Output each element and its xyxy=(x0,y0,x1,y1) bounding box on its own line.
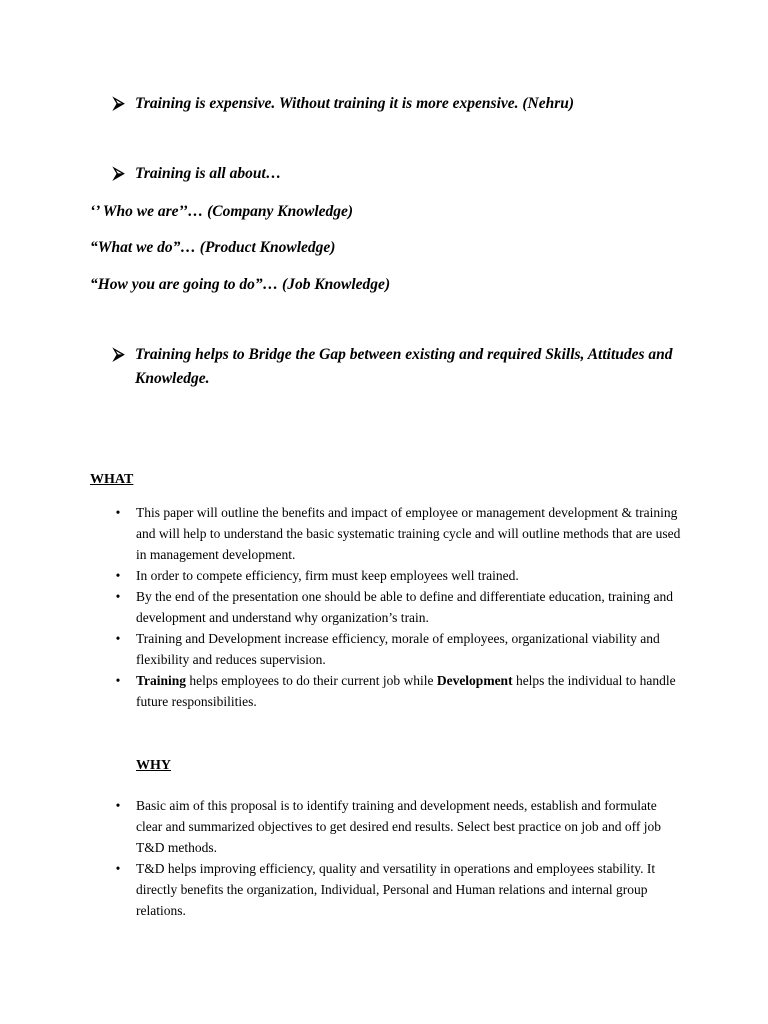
arrow-bullet-icon: ⮚ xyxy=(113,346,125,363)
bullet-icon: • xyxy=(115,568,121,583)
statement-text: Training is all about… xyxy=(135,165,282,182)
bullet-icon: • xyxy=(115,798,121,813)
list-item-text: This paper will outline the benefits and impact of employee or management development & training and will help to understand the basic systematic training cycle and will outline methods that are used in management development. xyxy=(136,505,681,562)
list-item-text-part: helps the individual to handle future responsibilities. xyxy=(136,673,676,709)
why-bullet-list xyxy=(113,795,683,921)
arrow-bullet-icon: ⮚ xyxy=(113,165,125,182)
bullet-icon: • xyxy=(115,631,121,646)
list-item xyxy=(113,565,683,586)
statement-training-about xyxy=(113,162,673,186)
quote-job-knowledge: “How you are going to do”… (Job Knowledge) xyxy=(90,276,391,293)
bullet-icon: • xyxy=(115,673,121,688)
bullet-icon: • xyxy=(115,861,121,876)
list-item xyxy=(113,502,683,565)
section-heading-what: WHAT xyxy=(90,472,134,487)
bold-term-training: Training xyxy=(136,673,187,688)
list-item xyxy=(113,670,683,712)
bullet-icon: • xyxy=(115,589,121,604)
list-item-text: Training and Development increase efficiency, morale of employees, organizational viability and flexibility and reduces supervision. xyxy=(136,631,660,667)
arrow-bullet-icon: ⮚ xyxy=(113,95,125,112)
list-item xyxy=(113,858,683,921)
bullet-icon: • xyxy=(115,505,121,520)
list-item xyxy=(113,628,683,670)
list-item-text-part: helps employees to do their current job while xyxy=(186,673,437,688)
list-item xyxy=(113,586,683,628)
bold-term-development: Development xyxy=(436,673,513,688)
list-item-text xyxy=(136,673,676,709)
list-item-text: T&D helps improving efficiency, quality and versatility in operations and employees stability. It directly benefits the organization, Individual, Personal and Human relations and internal group relations. xyxy=(136,861,656,918)
section-heading-why: WHY xyxy=(136,758,171,773)
list-item-text: In order to compete efficiency, firm must keep employees well trained. xyxy=(136,568,519,583)
quote-product-knowledge: “What we do”… (Product Knowledge) xyxy=(90,239,336,256)
quote-company-knowledge: ‘’ Who we are’’… (Company Knowledge) xyxy=(90,203,354,220)
what-bullet-list xyxy=(113,502,683,712)
list-item xyxy=(113,795,683,858)
statement-text: Training helps to Bridge the Gap between existing and required Skills, Attitudes and Knowledge. xyxy=(135,346,673,387)
statement-text: Training is expensive. Without training it is more expensive. (Nehru) xyxy=(135,95,575,112)
list-item-text: By the end of the presentation one should be able to define and differentiate education, training and development and understand why organization’s train. xyxy=(136,589,673,625)
statement-training-expensive xyxy=(113,92,673,116)
statement-bridge-gap xyxy=(113,343,683,391)
list-item-text: Basic aim of this proposal is to identify training and development needs, establish and formulate clear and summarized objectives to get desired end results. Select best practice on job and off job T&D methods. xyxy=(136,798,661,855)
